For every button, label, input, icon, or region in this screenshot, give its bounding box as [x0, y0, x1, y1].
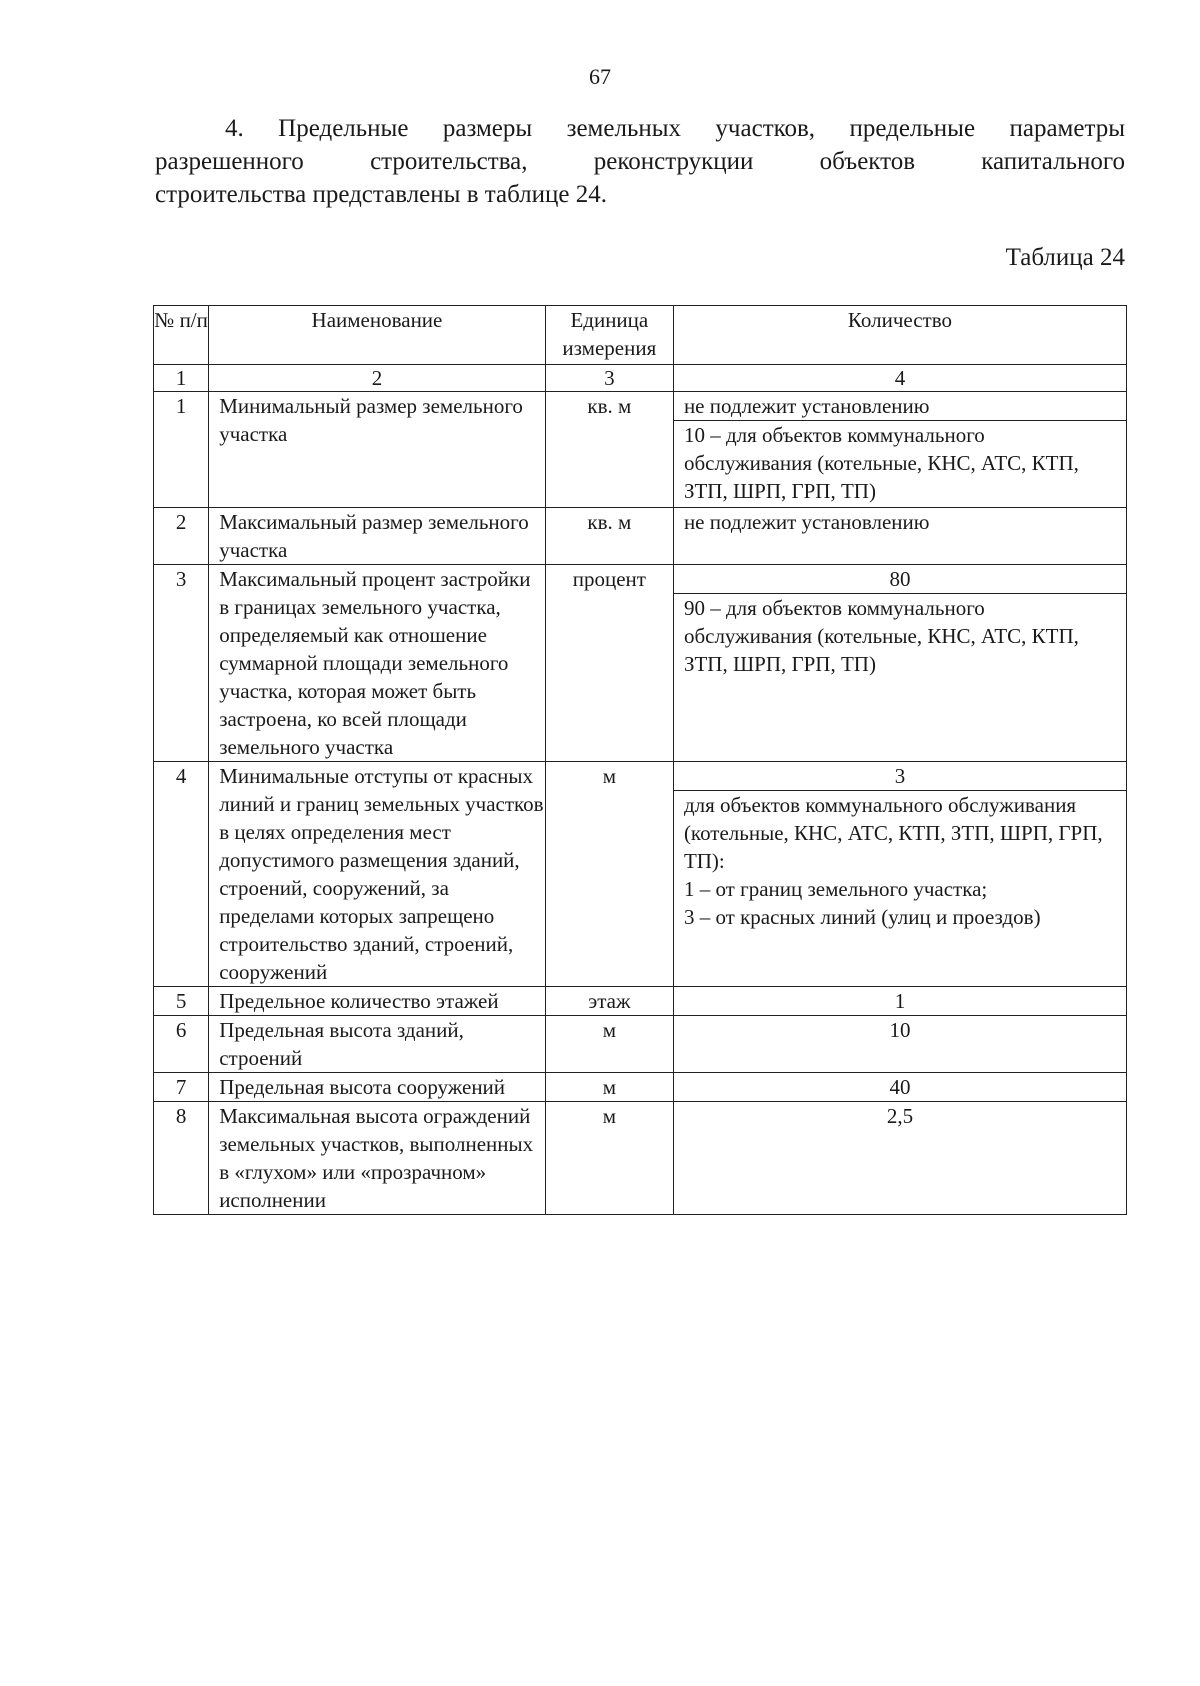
- row-name: Максимальная высота ограждений земельных участков, выполненных в «глухом» или «прозрачном» исполнении: [209, 1102, 546, 1215]
- header-qty: Количество: [673, 306, 1126, 365]
- qty-subline: 1 – от границ земельного участка;: [683, 877, 988, 901]
- row-unit: м: [545, 762, 673, 987]
- index-cell: 3: [545, 365, 673, 392]
- qty-block: [674, 790, 1126, 931]
- row-unit: м: [545, 1016, 673, 1073]
- row-name: Предельное количество этажей: [209, 987, 546, 1016]
- row-num: 5: [154, 987, 209, 1016]
- qty-line: не подлежит установлению: [683, 394, 930, 418]
- row-name: Максимальный процент застройки в границах земельного участка, определяемый как отношение суммарной площади земельного участка, которая может быть застроена, ко всей площади земельного участка: [209, 565, 546, 762]
- intro-line-2: разрешенного строительства, реконструкции объектов капитального: [155, 148, 1125, 175]
- table-row: [154, 987, 1127, 1016]
- qty-line: не подлежит установлению: [683, 510, 930, 534]
- row-unit: кв. м: [545, 508, 673, 565]
- intro-paragraph: [155, 112, 1125, 211]
- intro-line-3: строительства представлены в таблице 24.: [155, 181, 608, 208]
- header-name: Наименование: [209, 306, 546, 365]
- table-row: [154, 508, 1127, 565]
- page-number: 67: [589, 64, 611, 89]
- index-cell: 2: [209, 365, 546, 392]
- row-num: 2: [154, 508, 209, 565]
- row-qty: [673, 1073, 1126, 1102]
- table-row: [154, 762, 1127, 987]
- table-row: [154, 1102, 1127, 1215]
- row-name: Минимальный размер земельного участка: [209, 392, 546, 508]
- row-name: Предельная высота зданий, строений: [209, 1016, 546, 1073]
- row-qty: [673, 1016, 1126, 1073]
- table-row: [154, 392, 1127, 508]
- header-num: № п/п: [154, 306, 209, 365]
- header-unit: Единица измерения: [545, 306, 673, 365]
- row-unit: м: [545, 1102, 673, 1215]
- qty-line: 2,5: [886, 1104, 914, 1128]
- row-num: 1: [154, 392, 209, 508]
- row-num: 4: [154, 762, 209, 987]
- qty-line: 90 – для объектов коммунального обслуживания (котельные, КНС, АТС, КТП, ЗТП, ШРП, ГРП, ТП): [674, 593, 1126, 678]
- row-num: 8: [154, 1102, 209, 1215]
- qty-subline: 3 – от красных линий (улиц и проездов): [683, 905, 1041, 929]
- row-qty: [673, 762, 1126, 987]
- table-caption: Таблица 24: [1005, 244, 1125, 271]
- qty-line: 10: [889, 1018, 911, 1042]
- row-unit: процент: [545, 565, 673, 762]
- table-header-row: [154, 306, 1127, 365]
- row-name: Минимальные отступы от красных линий и границ земельных участков в целях определения мест допустимого размещения зданий, строений, сооружений, за пределами которых запрещено строительство зданий, строений, сооружений: [209, 762, 546, 987]
- row-unit: м: [545, 1073, 673, 1102]
- row-qty: [673, 1102, 1126, 1215]
- index-cell: 1: [154, 365, 209, 392]
- qty-line: 10 – для объектов коммунального обслуживания (котельные, КНС, АТС, КТП, ЗТП, ШРП, ГРП, ТП): [674, 420, 1126, 507]
- table-row: [154, 1073, 1127, 1102]
- row-qty: [673, 565, 1126, 762]
- row-name: Максимальный размер земельного участка: [209, 508, 546, 565]
- row-unit: этаж: [545, 987, 673, 1016]
- row-num: 6: [154, 1016, 209, 1073]
- row-qty: [673, 987, 1126, 1016]
- index-cell: 4: [673, 365, 1126, 392]
- intro-line-1: 4. Предельные размеры земельных участков, предельные параметры: [225, 115, 1125, 142]
- row-unit: кв. м: [545, 392, 673, 508]
- row-qty: [673, 508, 1126, 565]
- parameters-table: [153, 305, 1127, 1215]
- row-num: 3: [154, 565, 209, 762]
- qty-line: 80: [889, 567, 911, 591]
- table-row: [154, 565, 1127, 762]
- row-name: Предельная высота сооружений: [209, 1073, 546, 1102]
- qty-line: 40: [889, 1075, 911, 1099]
- qty-line: 1: [894, 989, 906, 1013]
- row-qty: [673, 392, 1126, 508]
- row-num: 7: [154, 1073, 209, 1102]
- qty-line: 3: [894, 764, 906, 788]
- qty-subline: для объектов коммунального обслуживания (котельные, КНС, АТС, КТП, ЗТП, ШРП, ГРП, ТП):: [683, 793, 1103, 873]
- table-row: [154, 1016, 1127, 1073]
- table-index-row: [154, 365, 1127, 392]
